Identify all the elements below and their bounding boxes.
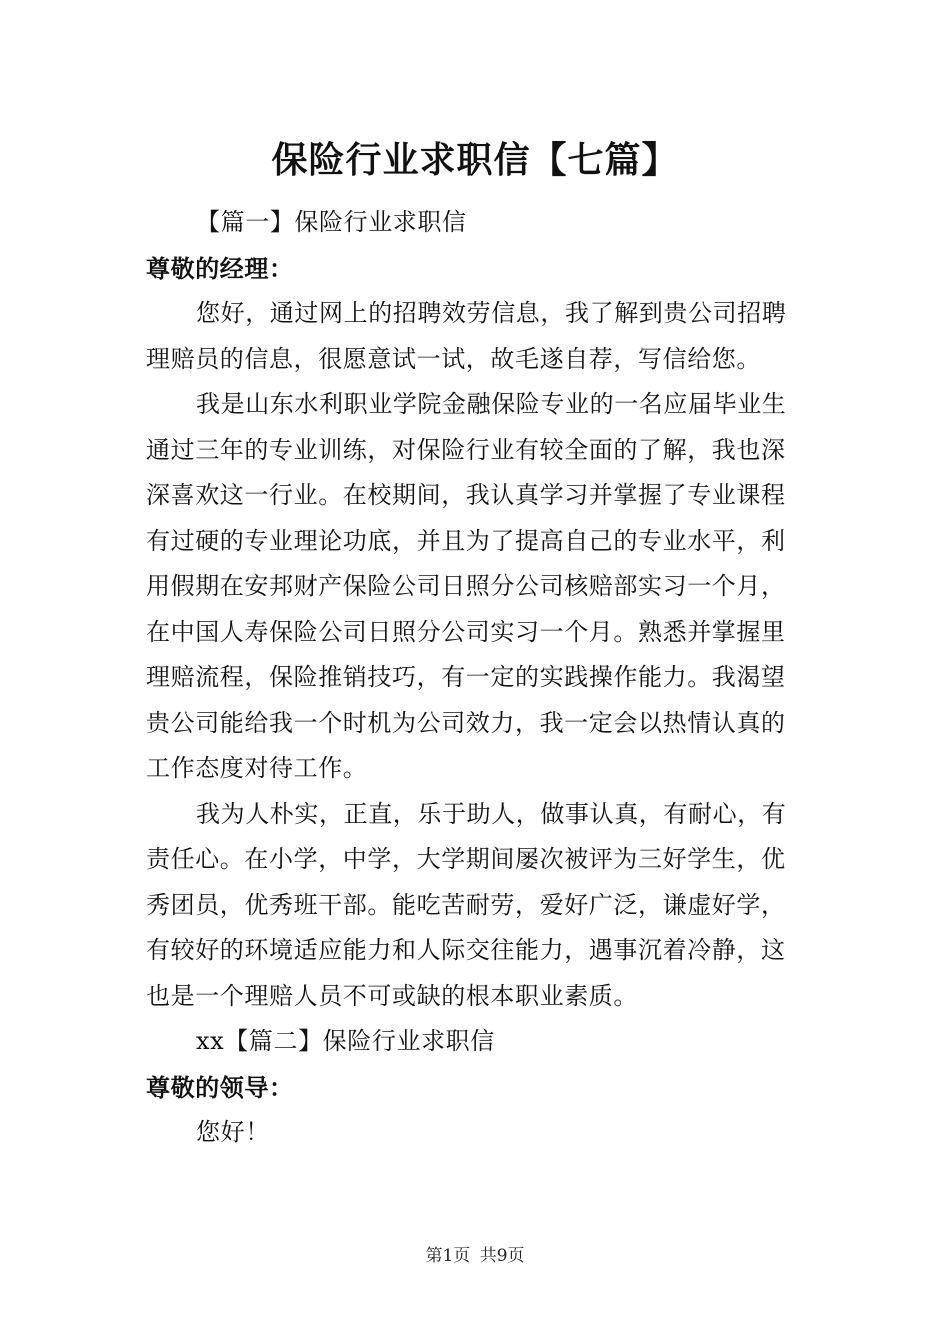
page-footer: [0, 1241, 950, 1266]
body-line: 在中国人寿保险公司日照分公司实习一个月。熟悉并掌握里: [146, 617, 786, 646]
body-line: 也是一个理赔人员不可或缺的根本职业素质。: [146, 981, 638, 1010]
section-heading: xx【篇二】保险行业求职信: [196, 1027, 495, 1055]
page-total: 共9页: [479, 1246, 525, 1266]
salutation: 尊敬的经理：: [146, 253, 294, 283]
body-line: 我是山东水利职业学院金融保险专业的一名应届毕业生: [196, 390, 787, 418]
body-line: 工作态度对待工作。: [146, 754, 368, 782]
body-line: 秀团员，优秀班干部。能吃苦耐劳，爱好广泛，谦虚好学，: [146, 890, 786, 919]
body-line: 通过三年的专业训练，对保险行业有较全面的了解，我也深: [146, 435, 786, 464]
section-heading: 【篇一】保险行业求职信: [196, 208, 467, 236]
body-line: 责任心。在小学，中学，大学期间屡次被评为三好学生，优: [146, 845, 786, 873]
document-body: [146, 200, 806, 1156]
body-line: 有过硬的专业理论功底，并且为了提高自己的专业水平，利: [146, 526, 786, 555]
document-title: 保险行业求职信【七篇】: [271, 139, 679, 181]
body-line: 贵公司能给我一个时机为公司效力，我一定会以热情认真的: [146, 708, 786, 737]
body-line: 理赔流程，保险推销技巧，有一定的实践操作能力。我渴望: [146, 663, 786, 691]
body-line: 理赔员的信息，很愿意试一试，故毛遂自荐，写信给您。: [146, 344, 761, 373]
salutation: 尊敬的领导：: [146, 1072, 294, 1102]
body-line: 用假期在安邦财产保险公司日照分公司核赔部实习一个月，: [146, 572, 786, 600]
page-number: 第1页: [425, 1246, 471, 1266]
body-line: 深喜欢这一行业。在校期间，我认真学习并掌握了专业课程: [146, 481, 786, 509]
body-line: 您好，通过网上的招聘效劳信息，我了解到贵公司招聘: [196, 299, 787, 327]
body-line: 您好！: [196, 1118, 270, 1146]
body-line: 我为人朴实，正直，乐于助人，做事认真，有耐心，有: [196, 799, 787, 828]
body-line: 有较好的环境适应能力和人际交往能力，遇事沉着冷静，这: [146, 936, 786, 964]
